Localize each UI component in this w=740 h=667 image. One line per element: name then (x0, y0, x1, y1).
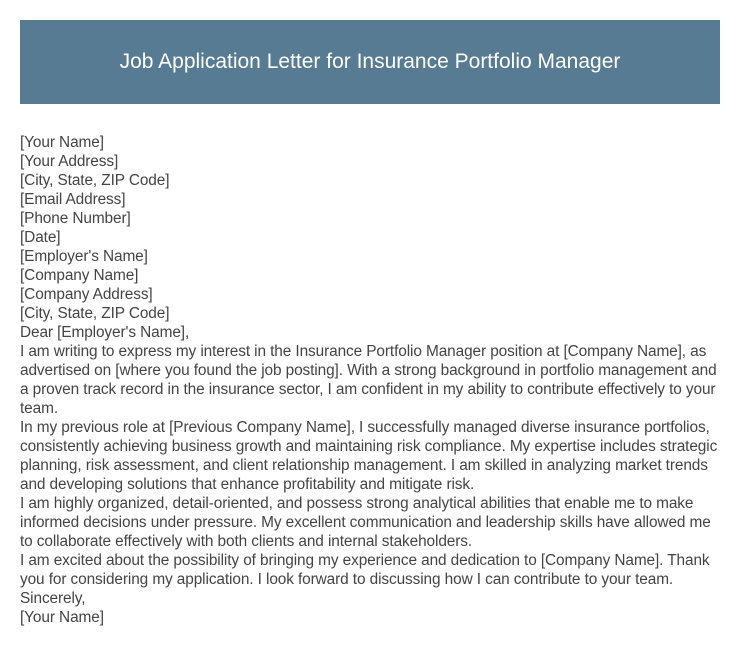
sender-phone: [Phone Number] (20, 210, 131, 227)
paragraph-experience: In my previous role at [Previous Company Name], I successfully managed diverse insurance portfolios, consistently achieving business growth and maintaining risk compliance. My expertise includes strategic planning, risk assessment, and client relationship management. I am skilled in analyzing market trends and developing solutions that enhance profitability and mitigate risk. (20, 419, 718, 493)
closing: Sincerely, (20, 590, 86, 607)
sender-city-state-zip: [City, State, ZIP Code] (20, 172, 170, 189)
recipient-company-address: [Company Address] (20, 286, 153, 303)
salutation: Dear [Employer's Name], (20, 324, 190, 341)
signature: [Your Name] (20, 609, 104, 626)
sender-email: [Email Address] (20, 191, 126, 208)
recipient-company-name: [Company Name] (20, 267, 139, 284)
letter-body (20, 133, 725, 627)
recipient-city-state-zip: [City, State, ZIP Code] (20, 305, 170, 322)
paragraph-skills: I am highly organized, detail-oriented, and possess strong analytical abilities that enable me to make informed decisions under pressure. My excellent communication and leadership skills have allowed me to collaborate effectively with both clients and internal stakeholders. (20, 495, 711, 550)
recipient-employer-name: [Employer's Name] (20, 248, 148, 265)
letter-date: [Date] (20, 229, 61, 246)
paragraph-closing: I am excited about the possibility of bringing my experience and dedication to [Company Name]. Thank you for considering my application. I look forward to discussing how I can contribute to your team. (20, 552, 710, 588)
letter-header-banner (20, 20, 720, 104)
page-title: Job Application Letter for Insurance Portfolio Manager (119, 50, 621, 73)
paragraph-intro: I am writing to express my interest in the Insurance Portfolio Manager position at [Company Name], as advertised on [where you found the job posting]. With a strong background in portfolio management and a proven track record in the insurance sector, I am confident in my ability to contribute effectively to your team. (20, 343, 717, 417)
sender-name: [Your Name] (20, 134, 104, 151)
sender-address: [Your Address] (20, 153, 119, 170)
